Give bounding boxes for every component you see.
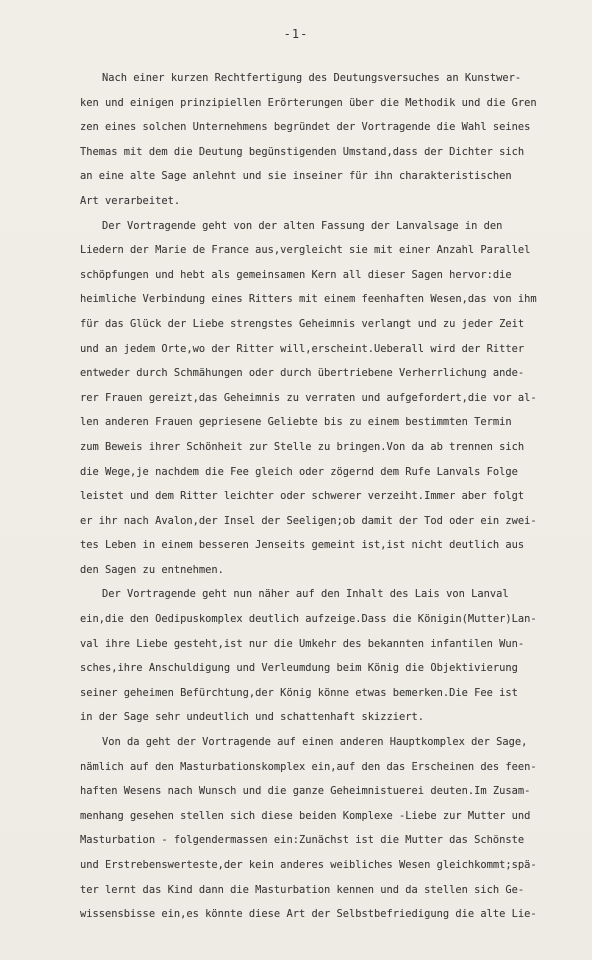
text-line: er ihr nach Avalon,der Insel der Seeligen;ob damit der Tod oder ein zwei- [80,514,537,527]
text-line: Der Vortragende geht nun näher auf den Inhalt des Lais von Lanval [102,588,509,601]
document-body [80,66,580,927]
text-line: leistet und dem Ritter leichter oder schwerer verzeiht.Immer aber folgt [80,490,525,503]
text-line: Nach einer kurzen Rechtfertigung des Deutungsversuches an Kunstwer- [102,72,522,84]
text-line: Von da geht der Vortragende auf einen anderen Hauptkomplex der Sage, [102,736,528,749]
text-line: wissensbisse ein,es könnte diese Art der Selbstbefriedigung die alte Lie- [80,908,537,921]
text-line: zum Beweis ihrer Schönheit zur Stelle zu bringen.Von da ab trennen sich [80,440,525,453]
text-line: heimliche Verbindung eines Ritters mit einem feenhaften Wesen,das von ihm [80,293,537,306]
text-line: Liedern der Marie de France aus,vergleicht sie mit einer Anzahl Parallel [80,244,531,257]
text-line: Art verarbeitet. [80,194,181,207]
text-line: ken und einigen prinzipiellen Erörterungen über die Methodik und die Gren [80,96,537,109]
text-line: und an jedem Orte,wo der Ritter will,erscheint.Ueberall wird der Ritter [80,342,525,355]
text-line: Themas mit dem die Deutung begünstigenden Umstand,dass der Dichter sich [80,145,525,158]
text-line: val ihre Liebe gesteht,ist nur die Umkehr des bekannten infantilen Wun- [80,637,525,650]
text-line: ter lernt das Kind dann die Masturbation kennen und da stellen sich Ge- [80,883,525,896]
text-line: zen eines solchen Unternehmens begründet der Vortragende die Wahl seines [80,121,531,134]
text-line: nämlich auf den Masturbationskomplex ein,auf den das Erscheinen des feen- [80,760,537,773]
text-line: menhang gesehen stellen sich diese beiden Komplexe -Liebe zur Mutter und [80,809,531,822]
paragraph [80,730,580,927]
text-line: an eine alte Sage anlehnt und sie inseiner für ihn charakteristischen [80,170,512,183]
text-line: und Erstrebenswerteste,der kein anderes weibliches Wesen gleichkommt;spä- [80,859,537,871]
text-line: sches,ihre Anschuldigung und Verleumdung beim König die Objektivierung [80,662,518,675]
paragraph [80,66,580,214]
text-line: in der Sage sehr undeutlich und schattenhaft skizziert. [80,711,425,724]
text-line: seiner geheimen Befürchtung,der König könne etwas bemerken.Die Fee ist [80,686,518,699]
text-line: entweder durch Schmähungen oder durch übertriebene Verherrlichung ande- [80,367,525,380]
text-line: Masturbation - folgendermassen ein:Zunächst ist die Mutter das Schönste [80,834,525,847]
paragraph [80,582,580,730]
text-line: tes Leben in einem besseren Jenseits gemeint ist,ist nicht deutlich aus [80,539,525,552]
text-line: den Sagen zu entnehmen. [80,563,224,576]
text-line: Der Vortragende geht von der alten Fassung der Lanvalsage in den [102,219,503,232]
text-line: für das Glück der Liebe strengstes Geheimnis verlangt und zu jeder Zeit [80,317,525,330]
paragraph [80,214,580,583]
page-number: -1- [283,27,309,41]
text-line: haften Wesens nach Wunsch und die ganze Geheimnistuerei deuten.Im Zusam- [80,785,531,798]
text-line: len anderen Frauen gepriesene Geliebte bis zu einem bestimmten Termin [80,416,512,429]
text-line: ein,die den Oedipuskomplex deutlich aufzeige.Dass die Königin(Mutter)Lan- [80,613,537,626]
text-line: rer Frauen gereizt,das Geheimnis zu verraten und aufgefordert,die vor al- [80,391,537,404]
text-line: schöpfungen und hebt als gemeinsamen Kern all dieser Sagen hervor:die [80,268,512,281]
text-line: die Wege,je nachdem die Fee gleich oder zögernd dem Rufe Lanvals Folge [80,465,518,478]
